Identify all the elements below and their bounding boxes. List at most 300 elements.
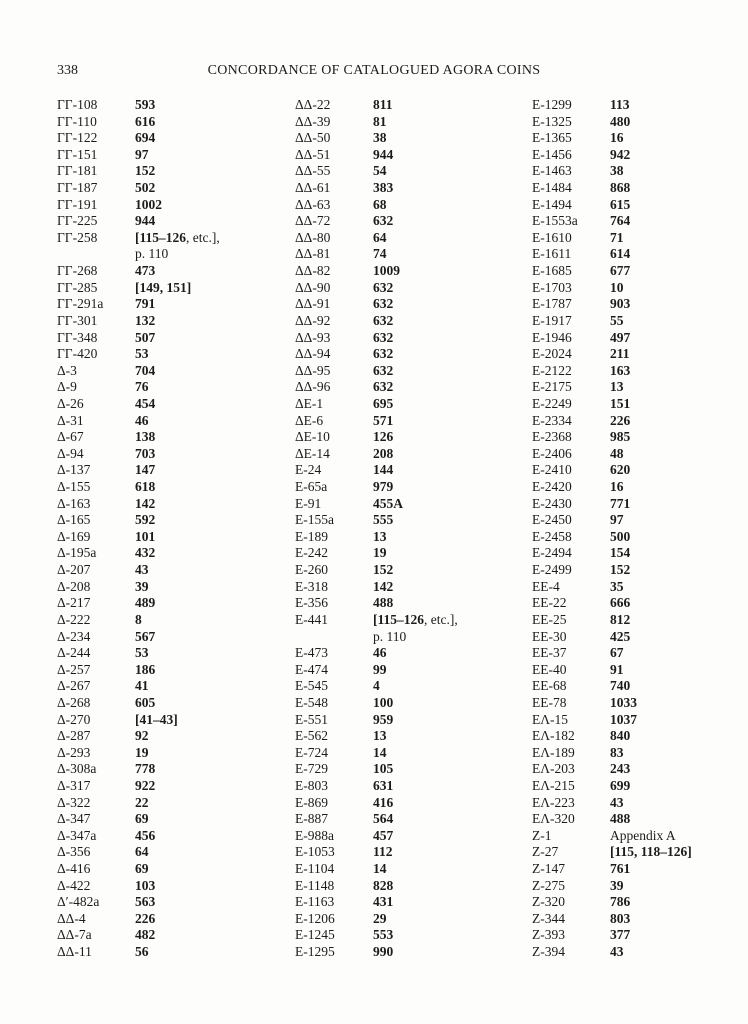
catalogue-page-reference: p. 110 [373, 628, 407, 644]
inventory-number: Δ-207 [57, 562, 91, 578]
concordance-entry [532, 662, 748, 679]
inventory-number: ΓΓ-181 [57, 163, 98, 179]
catalogue-number: 97 [610, 512, 624, 528]
concordance-entry [57, 612, 289, 629]
concordance-entry [57, 645, 289, 662]
inventory-number: Δ-169 [57, 528, 91, 544]
catalogue-number: 152 [135, 163, 156, 179]
catalogue-number: 69 [135, 811, 149, 827]
inventory-number: Ζ-27 [532, 844, 559, 860]
inventory-number: Δ-31 [57, 412, 84, 428]
inventory-number: Ε-887 [295, 811, 328, 827]
concordance-entry [57, 512, 289, 529]
inventory-number: Ε-1245 [295, 927, 335, 943]
inventory-number: Ε-1494 [532, 196, 572, 212]
concordance-entry [295, 147, 527, 164]
inventory-number: ΓΓ-191 [57, 196, 98, 212]
catalogue-number: 812 [610, 611, 631, 627]
concordance-entry [57, 163, 289, 180]
concordance-entry [57, 662, 289, 679]
inventory-number: Ε-189 [295, 528, 328, 544]
catalogue-number: 703 [135, 445, 156, 461]
concordance-entry [532, 579, 748, 596]
catalogue-number: [115–126, etc.], [373, 611, 458, 627]
inventory-number: Δ-222 [57, 611, 91, 627]
concordance-entry [532, 844, 748, 861]
inventory-number: Ε-1610 [532, 229, 572, 245]
catalogue-number: 100 [373, 694, 394, 710]
concordance-entry [295, 878, 527, 895]
catalogue-number: 614 [610, 246, 631, 262]
inventory-number: ΔΔ-11 [57, 944, 92, 960]
catalogue-number: 564 [373, 811, 394, 827]
catalogue-number: 803 [610, 910, 631, 926]
inventory-number: Ζ-320 [532, 894, 565, 910]
concordance-entry [532, 595, 748, 612]
concordance-entry [57, 363, 289, 380]
concordance-entry [532, 562, 748, 579]
inventory-number: Δ-94 [57, 445, 84, 461]
catalogue-number: [149, 151] [135, 279, 192, 295]
concordance-entry [532, 147, 748, 164]
concordance-entry [532, 512, 748, 529]
catalogue-number: 38 [373, 130, 387, 146]
concordance-entry [57, 944, 289, 961]
inventory-number: Ε-2420 [532, 479, 572, 495]
inventory-number: Δ-163 [57, 495, 91, 511]
concordance-entry [295, 163, 527, 180]
concordance-entry [532, 296, 748, 313]
inventory-number: ΔΕ-10 [295, 429, 330, 445]
inventory-number: ΕΛ-320 [532, 811, 575, 827]
inventory-number: Ε-1553a [532, 213, 578, 229]
concordance-entry [532, 878, 748, 895]
concordance-entry [295, 927, 527, 944]
inventory-number: ΓΓ-348 [57, 329, 98, 345]
concordance-entry [57, 562, 289, 579]
inventory-number: Δ-347a [57, 827, 97, 843]
concordance-entry [57, 396, 289, 413]
inventory-number: Δ-26 [57, 395, 84, 411]
catalogue-number: 632 [373, 279, 394, 295]
catalogue-number: 1033 [610, 694, 637, 710]
catalogue-number: 480 [610, 113, 631, 129]
inventory-number: ΕΕ-4 [532, 578, 560, 594]
concordance-entry [295, 811, 527, 828]
inventory-number: Ε-2458 [532, 528, 572, 544]
catalogue-number: 147 [135, 462, 156, 478]
inventory-number: Δ-217 [57, 595, 91, 611]
catalogue-number: 432 [135, 545, 156, 561]
catalogue-number: 507 [135, 329, 156, 345]
catalogue-number: 791 [135, 296, 156, 312]
inventory-number: Δ-195a [57, 545, 97, 561]
catalogue-number: 431 [373, 894, 394, 910]
inventory-number: Ε-242 [295, 545, 328, 561]
inventory-number: Ζ-275 [532, 877, 565, 893]
catalogue-number: 83 [610, 744, 624, 760]
page-title: CONCORDANCE OF CATALOGUED AGORA COINS [207, 63, 541, 78]
inventory-number: ΔΔ-55 [295, 163, 331, 179]
catalogue-number: [41–43] [135, 711, 178, 727]
catalogue-number: 8 [135, 611, 142, 627]
inventory-number: Δ-308a [57, 761, 97, 777]
concordance-entry [295, 246, 527, 263]
concordance-entry [57, 811, 289, 828]
inventory-number: ΓΓ-225 [57, 213, 98, 229]
inventory-number: Δ-3 [57, 362, 77, 378]
concordance-entry [532, 413, 748, 430]
concordance-column-3 [532, 97, 748, 961]
concordance-entry [295, 728, 527, 745]
concordance-entry [295, 413, 527, 430]
catalogue-number: 13 [373, 728, 387, 744]
concordance-entry [532, 230, 748, 247]
catalogue-page-reference: p. 110 [135, 246, 169, 262]
concordance-entry [57, 147, 289, 164]
catalogue-number: 868 [610, 180, 631, 196]
inventory-number: Ε-1295 [295, 944, 335, 960]
concordance-entry [57, 745, 289, 762]
concordance-entry [295, 795, 527, 812]
spacer [295, 629, 373, 646]
catalogue-number: 1037 [610, 711, 637, 727]
concordance-entry [295, 562, 527, 579]
inventory-number: Ε-869 [295, 794, 328, 810]
inventory-number: ΔΔ-95 [295, 362, 331, 378]
catalogue-number: 151 [610, 395, 631, 411]
concordance-entry [295, 379, 527, 396]
inventory-number: Δ-234 [57, 628, 91, 644]
concordance-entry [532, 828, 748, 845]
inventory-number: Ε-1148 [295, 877, 335, 893]
spacer [57, 246, 135, 263]
concordance-entry [532, 728, 748, 745]
concordance-entry [57, 545, 289, 562]
inventory-number: ΕΕ-22 [532, 595, 567, 611]
catalogue-number: 488 [610, 811, 631, 827]
inventory-number: Δ-416 [57, 861, 91, 877]
catalogue-number: 22 [135, 794, 149, 810]
catalogue-number: 39 [135, 578, 149, 594]
inventory-number: ΔΔ-7a [57, 927, 92, 943]
concordance-entry [57, 595, 289, 612]
concordance-entry [295, 114, 527, 131]
concordance-entry [57, 778, 289, 795]
concordance-entry [532, 213, 748, 230]
concordance-entry [532, 396, 748, 413]
concordance-entry [57, 130, 289, 147]
catalogue-number: 243 [610, 761, 631, 777]
concordance-entry [57, 894, 289, 911]
catalogue-number: 764 [610, 213, 631, 229]
catalogue-number: 69 [135, 861, 149, 877]
catalogue-number: 13 [610, 379, 624, 395]
catalogue-number: 64 [373, 229, 387, 245]
inventory-number: Ε-1787 [532, 296, 572, 312]
inventory-number: ΕΕ-40 [532, 661, 567, 677]
inventory-number: Ε-318 [295, 578, 328, 594]
inventory-number: ΔΕ-1 [295, 395, 324, 411]
concordance-entry [295, 313, 527, 330]
inventory-number: ΔΔ-51 [295, 146, 331, 162]
concordance-entry [57, 728, 289, 745]
inventory-number: Ε-1611 [532, 246, 572, 262]
catalogue-number: 186 [135, 661, 156, 677]
concordance-entry [57, 114, 289, 131]
inventory-number: Δ-268 [57, 694, 91, 710]
concordance-entry [57, 579, 289, 596]
concordance-entry [57, 263, 289, 280]
inventory-number: Ε-65a [295, 479, 328, 495]
inventory-number: ΔΔ-81 [295, 246, 331, 262]
concordance-entry [57, 446, 289, 463]
concordance-entry [295, 263, 527, 280]
inventory-number: ΔΔ-72 [295, 213, 331, 229]
concordance-entry [295, 894, 527, 911]
catalogue-number: 942 [610, 146, 631, 162]
inventory-number: ΓΓ-420 [57, 346, 98, 362]
catalogue-number: 666 [610, 595, 631, 611]
catalogue-number: 615 [610, 196, 631, 212]
catalogue-number: 482 [135, 927, 156, 943]
concordance-entry [57, 911, 289, 928]
concordance-entry [532, 861, 748, 878]
inventory-number: ΕΛ-215 [532, 777, 575, 793]
inventory-number: ΕΕ-25 [532, 611, 567, 627]
concordance-entry [532, 678, 748, 695]
concordance-entry [57, 861, 289, 878]
inventory-number: ΓΓ-187 [57, 180, 98, 196]
page-number: 338 [57, 63, 78, 78]
catalogue-number: 944 [135, 213, 156, 229]
catalogue-number: 605 [135, 694, 156, 710]
concordance-entry [295, 130, 527, 147]
catalogue-number: 29 [373, 910, 387, 926]
catalogue-number: 618 [135, 479, 156, 495]
catalogue-number: 563 [135, 894, 156, 910]
catalogue-number: 1002 [135, 196, 162, 212]
concordance-entry [295, 396, 527, 413]
concordance-entry [295, 695, 527, 712]
inventory-number: Ε-2406 [532, 445, 572, 461]
catalogue-number: 620 [610, 462, 631, 478]
catalogue-number: 226 [610, 412, 631, 428]
catalogue-number: 571 [373, 412, 394, 428]
concordance-entry [532, 927, 748, 944]
concordance-entry [57, 712, 289, 729]
concordance-entry [532, 761, 748, 778]
catalogue-number: 922 [135, 777, 156, 793]
catalogue-number: 631 [373, 777, 394, 793]
inventory-number: ΔΔ-39 [295, 113, 331, 129]
inventory-number: ΔΔ-61 [295, 180, 331, 196]
inventory-number: ΔΔ-91 [295, 296, 331, 312]
concordance-entry [532, 645, 748, 662]
concordance-entry [57, 330, 289, 347]
catalogue-number: 632 [373, 296, 394, 312]
inventory-number: Ε-729 [295, 761, 328, 777]
inventory-number: Δ-9 [57, 379, 77, 395]
catalogue-number: 699 [610, 777, 631, 793]
concordance-entry-continuation [295, 629, 527, 646]
concordance-entry [295, 828, 527, 845]
inventory-number: ΓΓ-301 [57, 312, 98, 328]
concordance-entry [295, 97, 527, 114]
catalogue-number: 677 [610, 263, 631, 279]
catalogue-number: 455A [373, 495, 403, 511]
concordance-entry [57, 927, 289, 944]
concordance-entry [57, 230, 289, 247]
catalogue-number: 632 [373, 379, 394, 395]
inventory-number: Δ-356 [57, 844, 91, 860]
inventory-number: ΓΓ-285 [57, 279, 98, 295]
catalogue-number: 41 [135, 678, 149, 694]
inventory-number: Ε-1463 [532, 163, 572, 179]
catalogue-number: 771 [610, 495, 631, 511]
catalogue-number: 99 [373, 661, 387, 677]
catalogue-number: 903 [610, 296, 631, 312]
catalogue-number: 567 [135, 628, 156, 644]
inventory-number: ΓΓ-122 [57, 130, 98, 146]
inventory-number: Ε-1484 [532, 180, 572, 196]
concordance-entry [295, 944, 527, 961]
inventory-number: Δ-287 [57, 728, 91, 744]
inventory-number: Ε-441 [295, 611, 328, 627]
concordance-entry [532, 280, 748, 297]
concordance-entry [295, 462, 527, 479]
catalogue-number: 43 [610, 794, 624, 810]
inventory-number: Δ-208 [57, 578, 91, 594]
inventory-number: ΓΓ-258 [57, 229, 98, 245]
inventory-number: Ζ-147 [532, 861, 565, 877]
concordance-entry [295, 529, 527, 546]
inventory-number: Ζ-1 [532, 827, 552, 843]
catalogue-number: [115, 118–126] [610, 844, 692, 860]
concordance-entry [532, 745, 748, 762]
catalogue-number: 979 [373, 479, 394, 495]
inventory-number: Ε-1325 [532, 113, 572, 129]
concordance-entry [532, 429, 748, 446]
catalogue-number: 74 [373, 246, 387, 262]
inventory-number: ΔΔ-50 [295, 130, 331, 146]
catalogue-number: 19 [135, 744, 149, 760]
concordance-entry [57, 462, 289, 479]
concordance-entry [295, 595, 527, 612]
catalogue-number: 502 [135, 180, 156, 196]
catalogue-number: 456 [135, 827, 156, 843]
concordance-entry [532, 130, 748, 147]
concordance-entry [295, 180, 527, 197]
inventory-number: Ε-1456 [532, 146, 572, 162]
catalogue-number: 64 [135, 844, 149, 860]
concordance-entry [295, 197, 527, 214]
catalogue-number: 778 [135, 761, 156, 777]
inventory-number: ΓΓ-108 [57, 97, 98, 112]
concordance-entry [295, 479, 527, 496]
catalogue-number: 142 [135, 495, 156, 511]
catalogue-number: 112 [373, 844, 393, 860]
inventory-number: Δ′-482a [57, 894, 100, 910]
catalogue-number: 4 [373, 678, 380, 694]
catalogue-number: 593 [135, 97, 156, 112]
catalogue-number: 152 [373, 562, 394, 578]
inventory-number: Ζ-394 [532, 944, 565, 960]
concordance-entry [532, 529, 748, 546]
concordance-entry [532, 163, 748, 180]
inventory-number: ΕΛ-15 [532, 711, 569, 727]
concordance-entry [532, 313, 748, 330]
catalogue-number: 144 [373, 462, 394, 478]
catalogue-number: 56 [135, 944, 149, 960]
inventory-number: ΔΔ-82 [295, 263, 331, 279]
inventory-number: ΓΓ-291a [57, 296, 104, 312]
catalogue-number: 16 [610, 479, 624, 495]
inventory-number: Δ-422 [57, 877, 91, 893]
catalogue-number: 695 [373, 395, 394, 411]
concordance-entry [57, 97, 289, 114]
concordance-entry [295, 745, 527, 762]
concordance-entry [295, 579, 527, 596]
concordance-entry [57, 213, 289, 230]
concordance-entry [532, 911, 748, 928]
concordance-entry [295, 230, 527, 247]
catalogue-number: 694 [135, 130, 156, 146]
inventory-number: ΕΕ-78 [532, 694, 567, 710]
concordance-entry [295, 330, 527, 347]
catalogue-number: 142 [373, 578, 394, 594]
concordance-entry [532, 496, 748, 513]
concordance-entry [295, 363, 527, 380]
catalogue-number: 39 [610, 877, 624, 893]
inventory-number: Ε-988a [295, 827, 334, 843]
concordance-entry [295, 512, 527, 529]
inventory-number: Ε-2334 [532, 412, 572, 428]
catalogue-number: 500 [610, 528, 631, 544]
concordance-entry [532, 263, 748, 280]
concordance-entry [295, 861, 527, 878]
catalogue-number: 19 [373, 545, 387, 561]
concordance-entry [295, 280, 527, 297]
concordance-entry [57, 413, 289, 430]
inventory-number: Ε-1163 [295, 894, 335, 910]
inventory-number: Ε-1917 [532, 312, 572, 328]
concordance-entry [57, 429, 289, 446]
catalogue-number: 811 [373, 97, 393, 112]
inventory-number: Ε-2122 [532, 362, 572, 378]
catalogue-number: 46 [373, 645, 387, 661]
catalogue-number: 54 [373, 163, 387, 179]
concordance-entry [295, 545, 527, 562]
catalogue-number: 46 [135, 412, 149, 428]
concordance-entry [295, 645, 527, 662]
concordance-entry [532, 944, 748, 961]
catalogue-number: 92 [135, 728, 149, 744]
concordance-entry [532, 778, 748, 795]
inventory-number: Δ-244 [57, 645, 91, 661]
catalogue-number: 76 [135, 379, 149, 395]
inventory-number: Δ-322 [57, 794, 91, 810]
concordance-entry [295, 712, 527, 729]
catalogue-number: 35 [610, 578, 624, 594]
catalogue-number: 113 [610, 97, 630, 112]
catalogue-number: 740 [610, 678, 631, 694]
catalogue-number: 126 [373, 429, 394, 445]
catalogue-number: 828 [373, 877, 394, 893]
catalogue-number: 48 [610, 445, 624, 461]
inventory-number: Ε-551 [295, 711, 328, 727]
catalogue-number: 43 [135, 562, 149, 578]
